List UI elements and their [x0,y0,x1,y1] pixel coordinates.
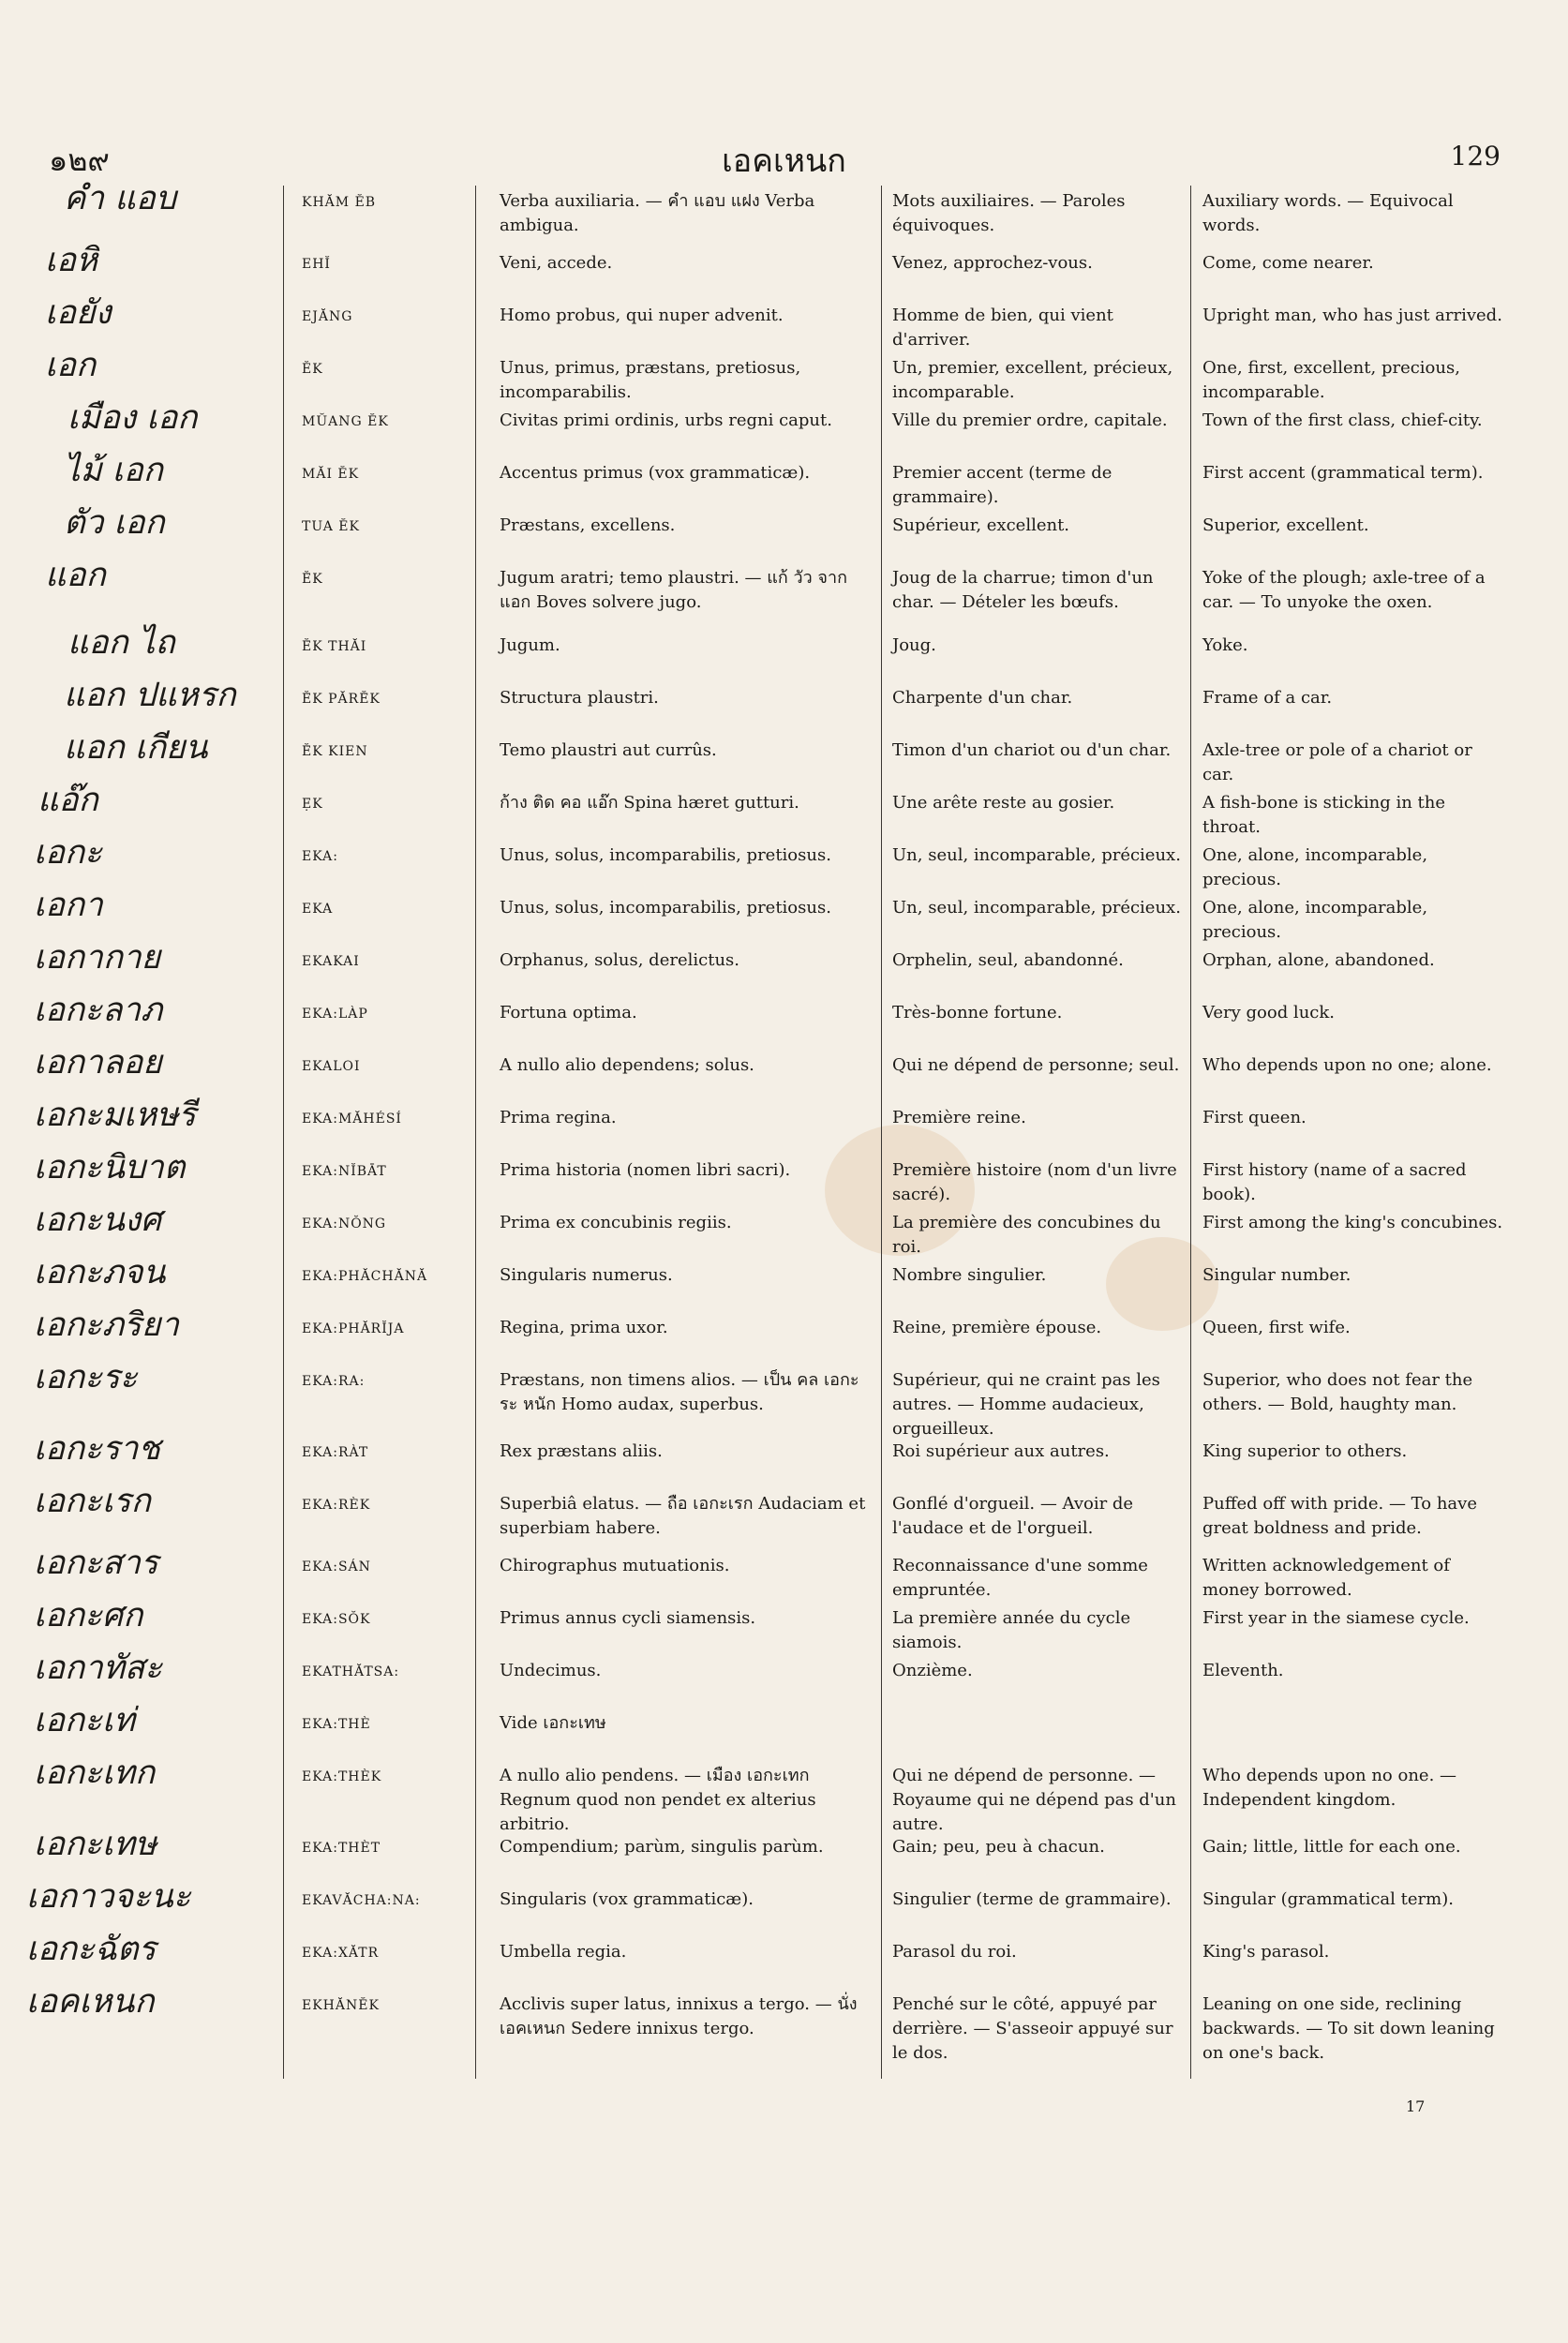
headword-romanized: Ĕ̄K [302,572,323,587]
headword-romanized: TUA ĔK [302,519,360,534]
headword-romanized: EKHĂNĔK [302,1998,380,2013]
headword-romanized: EKALOI [302,1059,361,1074]
latin-definition: A nullo alio pendens. — เมือง เอกะเทก Regnum quod non pendet ex alterius arbitrio. [500,1766,816,1834]
latin-definition: Præstans, non timens alios. — เป็น คล เอกะระ หนัก Homo audax, superbus. [500,1370,859,1414]
headword-thai: เอกะเทก [34,1754,156,1792]
headword-thai: แอก [45,557,106,594]
headword-romanized: EKA:RÀT [302,1445,369,1460]
latin-definition: Homo probus, qui nuper advenit. [500,306,784,325]
french-definition: Gain; peu, peu à chacun. [892,1837,1105,1857]
french-definition: La première des concubines du roi. [892,1213,1161,1257]
headword-romanized: EKA:SÁN [302,1560,371,1574]
french-definition: Roi supérieur aux autres. [892,1441,1110,1461]
headword-thai: เอกะภจน [34,1254,166,1291]
headword-thai: เอคเหนก [26,1983,155,2021]
french-definition: Supérieur, qui ne craint pas les autres. — Homme audacieux, orgueilleux. [892,1370,1160,1439]
french-definition: Mots auxiliaires. — Paroles équivoques. [892,191,1126,235]
latin-definition: Structura plaustri. [500,688,659,708]
column-divider [475,186,476,2079]
french-definition: Orphelin, seul, abandonné. [892,950,1124,970]
headword-romanized: Ẹ̄K [302,797,323,812]
headword-romanized: EKA:THÈT [302,1841,381,1856]
english-definition: Upright man, who has just arrived. [1202,306,1502,325]
headword-thai: เอกะเท่ [34,1702,136,1739]
headword-thai: เอกะราช [34,1430,161,1468]
latin-definition: Acclivis super latus, innixus a tergo. — นั่ง เอคเหนก Sedere innixus tergo. [500,1994,858,2038]
latin-definition: Compendium; parùm, singulis parùm. [500,1837,824,1857]
headword-romanized: EKA:NŎNG [302,1216,387,1231]
headword-thai: ตัว เอก [64,504,165,542]
headword-romanized: Ĕ̄K PĂRĔ̄K [302,692,381,707]
english-definition: One, alone, incomparable, precious. [1202,845,1428,889]
english-definition: Eleventh. [1202,1661,1284,1680]
english-definition: Gain; little, little for each one. [1202,1837,1461,1857]
french-definition: Ville du premier ordre, capitale. [892,410,1168,430]
headword-romanized: MĂI ĔK [302,467,360,482]
latin-definition: Chirographus mutuationis. [500,1556,730,1575]
english-definition: Frame of a car. [1202,688,1333,708]
headword-thai: เอกาวจะนะ [26,1878,191,1916]
latin-definition: Unus, solus, incomparabilis, pretiosus. [500,845,831,865]
english-definition: One, alone, incomparable, precious. [1202,898,1428,942]
english-definition: Written acknowledgement of money borrowed. [1202,1556,1450,1600]
french-definition: Parasol du roi. [892,1942,1017,1962]
english-definition: First accent (grammatical term). [1202,463,1484,483]
latin-definition: Umbella regia. [500,1942,627,1962]
headword-thai: เอกาลอย [34,1044,162,1082]
english-definition: Very good luck. [1202,1003,1335,1022]
headword-romanized: EKATHĂTSA: [302,1664,400,1679]
english-definition: First history (name of a sacred book). [1202,1160,1467,1204]
english-definition: Superior, excellent. [1202,515,1369,535]
latin-definition: Fortuna optima. [500,1003,637,1022]
latin-definition: Singularis numerus. [500,1265,673,1285]
english-definition: First among the king's concubines. [1202,1213,1503,1232]
english-definition: Superior, who does not fear the others. — Bold, haughty man. [1202,1370,1473,1414]
english-definition: A fish-bone is sticking in the throat. [1202,793,1446,837]
headword-thai: เอกะเทษ [34,1826,157,1863]
latin-definition: Prima ex concubinis regiis. [500,1213,732,1232]
french-definition: Joug. [892,635,936,655]
headword-romanized: EKA [302,902,334,917]
latin-definition: Rex præstans aliis. [500,1441,663,1461]
latin-definition: Civitas primi ordinis, urbs regni caput. [500,410,832,430]
column-divider [283,186,284,2079]
latin-definition: Verba auxiliaria. — คำ แอบ แฝง Verba ambigua. [500,191,815,235]
headword-thai: แอ๊ก [37,782,98,819]
latin-definition: Veni, accede. [500,253,613,273]
headword-thai: เอกากาย [34,939,161,977]
headword-romanized: EKA:THÈK [302,1769,382,1784]
french-definition: Charpente d'un char. [892,688,1073,708]
headword-thai: แอก เกียน [64,729,208,767]
column-divider [881,186,882,2079]
headword-thai: เอกะ [34,834,102,872]
french-definition: Un, seul, incomparable, précieux. [892,898,1181,918]
latin-definition: Unus, solus, incomparabilis, pretiosus. [500,898,831,918]
french-definition: Timon d'un chariot ou d'un char. [892,740,1172,760]
english-definition: Singular (grammatical term). [1202,1889,1454,1909]
english-definition: Yoke. [1202,635,1248,655]
headword-romanized: EKAKAI [302,954,360,969]
latin-definition: Regina, prima uxor. [500,1318,668,1337]
headword-romanized: EKA:LÀP [302,1007,368,1022]
english-definition: Orphan, alone, abandoned. [1202,950,1435,970]
headword-romanized: MŬANG ĔK [302,414,389,429]
french-definition: Reine, première épouse. [892,1318,1102,1337]
headword-romanized: EKA:SŎK [302,1612,371,1627]
page-header [0,131,1568,187]
headword-thai: เอกา [34,887,103,924]
headword-romanized: Ĕ̄K THĂI [302,639,367,654]
french-definition: Singulier (terme de grammaire). [892,1889,1172,1909]
headword-thai: เอกะมเหษรี [34,1097,196,1134]
headword-romanized: EJĂNG [302,309,353,324]
english-definition: First year in the siamese cycle. [1202,1608,1470,1628]
headword-thai: เอกะเรก [34,1483,151,1520]
headword-thai: เอกะนงศ [34,1201,162,1239]
headword-thai: เอกะภริยา [34,1306,180,1344]
latin-definition: Accentus primus (vox grammaticæ). [500,463,811,483]
french-definition: Gonflé d'orgueil. — Avoir de l'audace et de l'orgueil. [892,1494,1134,1538]
latin-definition: Singularis (vox grammaticæ). [500,1889,754,1909]
french-definition: Qui ne dépend de personne; seul. [892,1055,1180,1075]
page-number-thai: ๑๒๙ [49,142,110,178]
french-definition: Première histoire (nom d'un livre sacré). [892,1160,1177,1204]
latin-definition: ก้าง ติด คอ แอ๊ก Spina hæret gutturi. [500,793,799,813]
english-definition: Auxiliary words. — Equivocal words. [1202,191,1454,235]
latin-definition: Primus annus cycli siamensis. [500,1608,756,1628]
latin-definition: Prima regina. [500,1108,617,1127]
headword-romanized: EKA: [302,849,338,864]
headword-thai: เอกะระ [34,1359,138,1396]
headword-thai: เอกะนิบาต [34,1149,186,1186]
guide-word: เอคเหนก [722,142,846,180]
english-definition: Puffed off with pride. — To have great boldness and pride. [1202,1494,1477,1538]
headword-romanized: Ĕ̄K KIEN [302,744,368,759]
french-definition: Qui ne dépend de personne. — Royaume qui ne dépend pas d'un autre. [892,1766,1176,1834]
headword-romanized: EKA:RÈK [302,1498,371,1513]
latin-definition: Undecimus. [500,1661,602,1680]
headword-romanized: EKA:XĂTR [302,1946,380,1961]
french-definition: Joug de la charrue; timon d'un char. — Dételer les bœufs. [892,568,1154,612]
english-definition: Queen, first wife. [1202,1318,1351,1337]
latin-definition: Unus, primus, præstans, pretiosus, incomparabilis. [500,358,801,402]
english-definition: One, first, excellent, precious, incomparable. [1202,358,1460,402]
headword-thai: เอก [45,347,97,384]
headword-thai: ไม้ เอก [64,452,163,489]
french-definition: Premier accent (terme de grammaire). [892,463,1113,507]
french-definition: Nombre singulier. [892,1265,1047,1285]
signature-mark: 17 [1406,2097,1426,2115]
french-definition: Onzième. [892,1661,973,1680]
french-definition: Première reine. [892,1108,1026,1127]
english-definition: Yoke of the plough; axle-tree of a car. — To unyoke the oxen. [1202,568,1486,612]
headword-thai: เอกะสาร [34,1545,158,1582]
headword-thai: เมือง เอก [67,399,198,437]
headword-romanized: EKA:THÈ [302,1717,371,1732]
latin-definition: Orphanus, solus, derelictus. [500,950,739,970]
english-definition: Axle-tree or pole of a chariot or car. [1202,740,1472,784]
headword-thai: แอก ปแหรก [64,677,236,714]
french-definition: Un, premier, excellent, précieux, incomparable. [892,358,1173,402]
french-definition: Un, seul, incomparable, précieux. [892,845,1181,865]
headword-romanized: EHĬ [302,257,331,272]
english-definition: First queen. [1202,1108,1307,1127]
page-number: 129 [1450,141,1501,172]
headword-romanized: EKA:RA: [302,1374,366,1389]
french-definition: Venez, approchez-vous. [892,253,1093,273]
english-definition: Who depends upon no one. — Independent kingdom. [1202,1766,1457,1810]
headword-romanized: EKA:PHĂCHĂNĂ [302,1269,428,1284]
latin-definition: Vide เอกะเทษ [500,1713,606,1733]
english-definition: Who depends upon no one; alone. [1202,1055,1492,1075]
headword-romanized: ĔK [302,362,323,377]
headword-thai: แอก ไถ [67,624,175,662]
headword-thai: เอกะฉัตร [26,1931,157,1968]
french-definition: Une arête reste au gosier. [892,793,1115,813]
headword-thai: เอยัง [45,294,112,332]
french-definition: Homme de bien, qui vient d'arriver. [892,306,1113,350]
headword-thai: เอกาทัสะ [34,1649,163,1687]
english-definition: King superior to others. [1202,1441,1408,1461]
latin-definition: A nullo alio dependens; solus. [500,1055,754,1075]
headword-thai: เอหิ [45,242,98,279]
headword-romanized: EKA:MĂHÉSÍ [302,1112,402,1127]
latin-definition: Prima historia (nomen libri sacri). [500,1160,791,1180]
headword-thai: เอกะลาภ [34,992,163,1029]
headword-thai: เอกะศก [34,1597,143,1634]
french-definition: Supérieur, excellent. [892,515,1070,535]
latin-definition: Jugum aratri; temo plaustri. — แก้ วัว จาก แอก Boves solvere jugo. [500,568,847,612]
english-definition: Singular number. [1202,1265,1351,1285]
headword-romanized: KHĂM ĔB [302,195,377,210]
english-definition: Leaning on one side, reclining backwards. — To sit down leaning on one's back. [1202,1994,1495,2063]
english-definition: Come, come nearer. [1202,253,1374,273]
latin-definition: Temo plaustri aut currûs. [500,740,717,760]
french-definition: Reconnaissance d'une somme empruntée. [892,1556,1148,1600]
latin-definition: Superbiâ elatus. — ถือ เอกะเรก Audaciam et superbiam habere. [500,1494,866,1538]
headword-romanized: EKA:NĬBĀT [302,1164,387,1179]
french-definition: Penché sur le côté, appuyé par derrière. — S'asseoir appuyé sur le dos. [892,1994,1173,2063]
headword-thai: คำ แอบ [64,180,176,217]
latin-definition: Præstans, excellens. [500,515,676,535]
french-definition: La première année du cycle siamois. [892,1608,1131,1652]
latin-definition: Jugum. [500,635,560,655]
english-definition: King's parasol. [1202,1942,1330,1962]
french-definition: Très-bonne fortune. [892,1003,1063,1022]
headword-romanized: EKA:PHĂRĬJA [302,1321,405,1336]
english-definition: Town of the first class, chief-city. [1202,410,1483,430]
headword-romanized: EKAVĂCHA:NA: [302,1893,421,1908]
